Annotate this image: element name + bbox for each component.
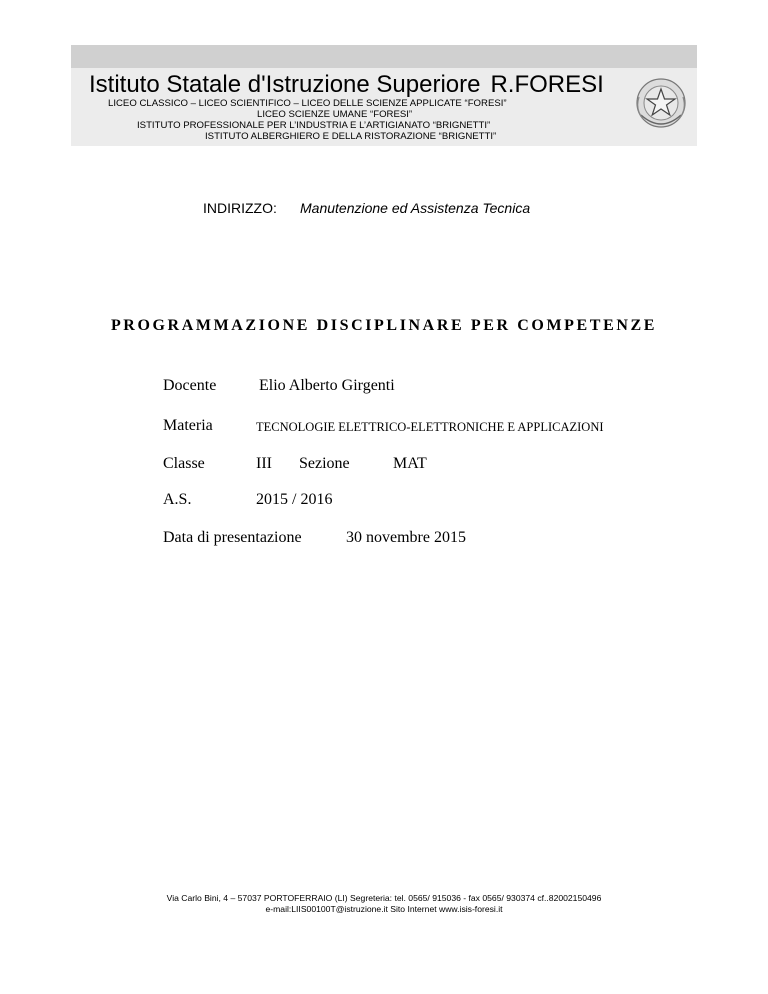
- header-line-1: LICEO CLASSICO – LICEO SCIENTIFICO – LICEO DELLE SCIENZE APPLICATE “FORESI”: [108, 98, 507, 109]
- header-line-4: ISTITUTO ALBERGHIERO E DELLA RISTORAZIONE “BRIGNETTI”: [205, 131, 497, 142]
- header-line-2: LICEO SCIENZE UMANE “FORESI”: [257, 109, 413, 120]
- anno-scolastico-label: A.S.: [163, 491, 192, 508]
- indirizzo-label: INDIRIZZO:: [203, 200, 277, 216]
- materia-value: TECNOLOGIE ELETTRICO-ELETTRONICHE E APPLICAZIONI: [256, 420, 604, 434]
- header-stripe: [71, 45, 697, 68]
- school-header: [71, 45, 697, 146]
- data-presentazione-label: Data di presentazione: [163, 529, 302, 546]
- italian-republic-emblem-icon: [633, 75, 689, 133]
- anno-scolastico-value: 2015 / 2016: [256, 491, 333, 508]
- materia-label: Materia: [163, 417, 213, 434]
- footer-address: Via Carlo Bini, 4 – 57037 PORTOFERRAIO (LI) Segreteria: tel. 0565/ 915036 - fax 0565/ 930374 cf..82002150496: [166, 893, 602, 903]
- document-title: PROGRAMMAZIONE DISCIPLINARE PER COMPETENZE: [110, 317, 658, 334]
- docente-label: Docente: [163, 377, 217, 394]
- school-name: [89, 73, 604, 97]
- school-name-text: Istituto Statale d'Istruzione Superiore: [89, 71, 481, 98]
- indirizzo-value: Manutenzione ed Assistenza Tecnica: [300, 200, 531, 216]
- classe-value: III: [256, 455, 272, 472]
- classe-label: Classe: [163, 455, 205, 472]
- footer-contacts: e-mail:LIIS00100T@istruzione.it Sito Internet www.isis-foresi.it: [265, 904, 503, 914]
- header-line-3: ISTITUTO PROFESSIONALE PER L’INDUSTRIA E L’ARTIGIANATO “BRIGNETTI”: [137, 120, 491, 131]
- data-presentazione-value: 30 novembre 2015: [346, 529, 466, 546]
- sezione-value: MAT: [393, 455, 427, 472]
- school-brand: R.FORESI: [490, 71, 604, 98]
- sezione-label: Sezione: [299, 455, 350, 472]
- docente-value: Elio Alberto Girgenti: [259, 377, 395, 394]
